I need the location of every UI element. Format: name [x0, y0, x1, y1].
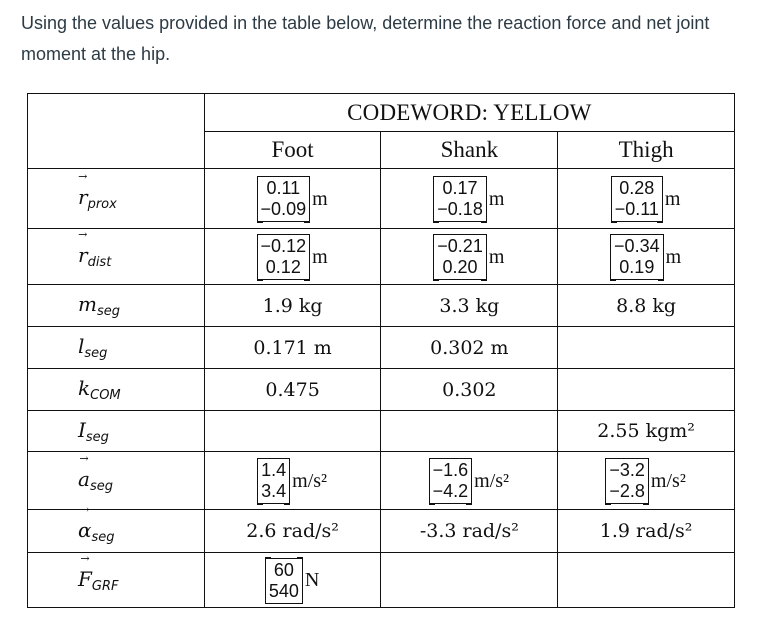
- cell-shank-r-prox: 0.17 −0.18 m: [381, 169, 558, 229]
- codeword-title: CODEWORD: YELLOW: [204, 94, 734, 132]
- cell-thigh-i-seg: 2.55 kgm²: [558, 411, 735, 452]
- cell-foot-i-seg: [204, 411, 381, 452]
- row-label-m-seg: $m_{seg}$: [28, 285, 205, 327]
- cell-foot-r-dist: −0.12 0.12 m: [204, 229, 381, 285]
- row-label-r-prox: → $r_{prox}$: [28, 169, 205, 229]
- row-label-k-com: $k_{COM}$: [28, 369, 205, 411]
- table-row: [28, 411, 735, 452]
- cell-shank-k-com: 0.302: [381, 369, 558, 411]
- cell-foot-a-seg: 1.4 3.4 m/s²: [204, 452, 381, 510]
- cell-shank-m-seg: 3.3 kg: [381, 285, 558, 327]
- row-label-r-dist: → $r_{dist}$: [28, 229, 205, 285]
- cell-thigh-a-seg: −3.2 −2.8 m/s²: [558, 452, 735, 510]
- parameter-table: [27, 93, 735, 608]
- cell-thigh-r-prox: 0.28 −0.11 m: [558, 169, 735, 229]
- cell-foot-l-seg: 0.171 m: [204, 327, 381, 369]
- cell-shank-i-seg: [381, 411, 558, 452]
- row-label-a-seg: → $a_{seg}$: [28, 452, 205, 510]
- row-label-f-grf: → $F_{GRF}$: [28, 553, 205, 608]
- cell-foot-m-seg: 1.9 kg: [204, 285, 381, 327]
- table-row: [28, 229, 735, 285]
- table-row: [28, 553, 735, 608]
- cell-thigh-m-seg: 8.8 kg: [558, 285, 735, 327]
- cell-shank-r-dist: −0.21 0.20 m: [381, 229, 558, 285]
- row-label-i-seg: $I_{seg}$: [28, 411, 205, 452]
- cell-foot-f-grf: 60 540 N: [204, 553, 381, 608]
- cell-shank-f-grf: [381, 553, 558, 608]
- cell-shank-alpha-seg: -3.3 rad/s²: [381, 510, 558, 553]
- cell-foot-k-com: 0.475: [204, 369, 381, 411]
- table-row: [28, 510, 735, 553]
- row-label-l-seg: $l_{seg}$: [28, 327, 205, 369]
- column-header-thigh: Thigh: [558, 132, 735, 169]
- cell-thigh-r-dist: −0.34 0.19 m: [558, 229, 735, 285]
- cell-shank-a-seg: −1.6 −4.2 m/s²: [381, 452, 558, 510]
- cell-thigh-f-grf: [558, 553, 735, 608]
- row-label-alpha-seg: → $\alpha_{seg}$: [28, 510, 205, 553]
- table-row: [28, 169, 735, 229]
- column-header-shank: Shank: [381, 132, 558, 169]
- cell-thigh-alpha-seg: 1.9 rad/s²: [558, 510, 735, 553]
- table-row: [28, 327, 735, 369]
- cell-foot-alpha-seg: 2.6 rad/s²: [204, 510, 381, 553]
- table-row: [28, 369, 735, 411]
- corner-cell: [28, 94, 205, 132]
- table-row: [28, 452, 735, 510]
- table-row: [28, 285, 735, 327]
- cell-thigh-l-seg: [558, 327, 735, 369]
- problem-statement: Using the values provided in the table below, determine the reaction force and net joint moment at the hip.: [21, 13, 710, 64]
- cell-foot-r-prox: 0.11 −0.09 m: [204, 169, 381, 229]
- cell-shank-l-seg: 0.302 m: [381, 327, 558, 369]
- column-header-foot: Foot: [204, 132, 381, 169]
- corner-cell-lower: [28, 132, 205, 169]
- cell-thigh-k-com: [558, 369, 735, 411]
